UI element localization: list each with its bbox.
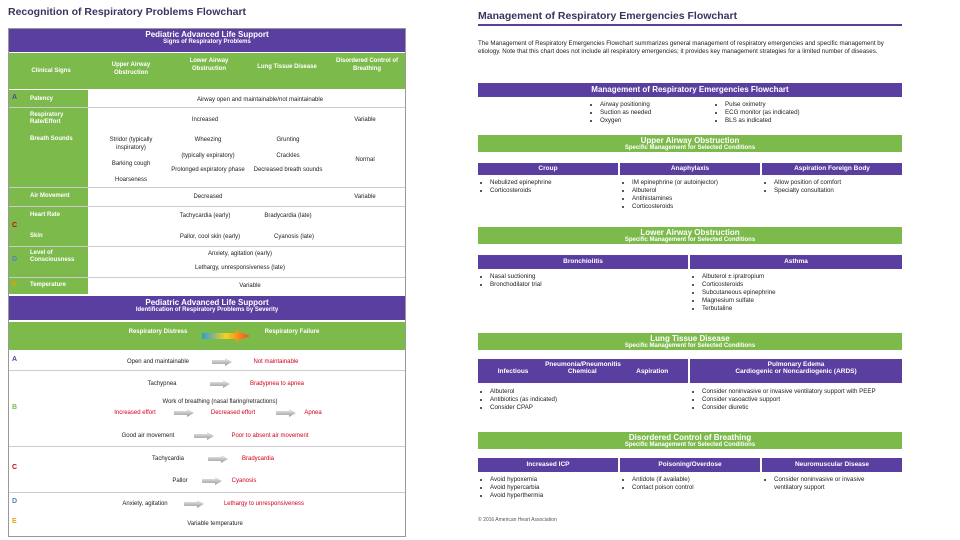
label-skin: Skin	[30, 233, 43, 239]
breath-upper-3: Hoarseness	[114, 177, 147, 183]
bronchiolitis-list	[480, 273, 542, 289]
lung-tissue-section	[478, 333, 902, 350]
severity-header-line2: Identification of Respiratory Problems by Severity	[135, 307, 279, 313]
right-title-rule	[478, 24, 902, 26]
list-item: • Consider noninvasive or invasive ventilatory support	[774, 476, 894, 492]
letter-a: A	[12, 94, 18, 101]
letter-e: E	[12, 281, 17, 288]
col-clinical-signs: Clinical Signs	[31, 68, 71, 74]
sev-b1-from: Tachypnea	[147, 381, 177, 387]
list-item: • Nebulized epinephrine	[490, 179, 552, 187]
col-disordered: Disordered Control of Breathing	[335, 58, 398, 72]
list-item: • Antihistamines	[632, 195, 718, 203]
label-breath-sounds: Breath Sounds	[30, 136, 73, 142]
col-icp: Increased ICP	[478, 458, 618, 472]
skin-late: Cyanosis (late)	[273, 234, 314, 240]
sev-b2-top: Work of breathing (nasal flaring/retractions)	[162, 399, 278, 405]
temperature-value: Variable	[239, 283, 261, 289]
sev-b3-from: Good air movement	[121, 433, 175, 439]
general-left-list	[590, 101, 651, 125]
patency-value: Airway open and maintainable/not maintainable	[196, 97, 324, 103]
severity-header-line1: Pediatric Advanced Life Support	[145, 298, 269, 307]
label-temperature: Temperature	[30, 282, 66, 288]
col-croup: Croup	[478, 163, 618, 175]
col-upper-airway: Upper Airway Obstruction	[111, 62, 151, 76]
right-title: Management of Respiratory Emergencies Flowchart	[478, 10, 738, 22]
breath-lower-2: (typically expiratory)	[181, 153, 235, 159]
sub-infectious: Infectious	[497, 368, 529, 375]
pneumonia-list	[480, 388, 557, 412]
list-item: • Terbutaline	[702, 305, 776, 313]
breath-lower-1: Wheezing	[194, 137, 222, 143]
col-bronchiolitis: Bronchiolitis	[478, 255, 688, 269]
right-intro: The Management of Respiratory Emergencies Flowchart summarizes general management of respiratory emergencies and specific management by etiology. Note that this chart does not include all respiratory emergencies; it provides key management strategies for a limited number of diseases.	[478, 40, 884, 55]
col-neuromuscular: Neuromuscular Disease	[762, 458, 902, 472]
list-item: • Consider diuretic	[702, 404, 892, 412]
list-item: • Consider noninvasive or invasive ventilatory support with PEEP	[702, 388, 892, 396]
col-anaphylaxis: Anaphylaxis	[620, 163, 760, 175]
list-item: • Corticosteroids	[702, 281, 776, 289]
upper-title: Upper Airway Obstruction	[640, 136, 740, 145]
list-item: • Corticosteroids	[632, 203, 718, 211]
col-lower-airway: Lower Airway Obstruction	[189, 58, 229, 72]
sev-letter-d: D	[12, 498, 18, 505]
list-item: • Corticosteroids	[490, 187, 552, 195]
icp-list	[480, 476, 543, 500]
right-footer: © 2016 American Heart Association	[478, 517, 557, 523]
sev-c1-to: Bradycardia	[241, 456, 274, 462]
heart-rate-late: Bradycardia (late)	[264, 213, 312, 219]
list-item: • ECG monitor (as indicated)	[725, 109, 800, 117]
list-item: • Oxygen	[600, 117, 651, 125]
list-item: • Avoid hypercarbia	[490, 484, 543, 492]
breath-lower-3: Prolonged expiratory phase	[171, 167, 245, 173]
left-chart-border	[8, 28, 406, 537]
list-item: • Contact poison control	[632, 484, 694, 492]
lower-sub: Specific Management for Selected Conditions	[624, 237, 756, 243]
dcb-title: Disordered Control of Breathing	[628, 433, 752, 442]
col-pneumonia-sub	[478, 368, 688, 375]
sub-chemical: Chemical	[567, 368, 597, 375]
list-item: • BLS as indicated	[725, 117, 800, 125]
letter-b: B	[12, 154, 18, 161]
sev-b2-from: Increased effort	[114, 410, 156, 416]
list-item: • Avoid hypoxemia	[490, 476, 543, 484]
list-item: • Albuterol	[490, 388, 557, 396]
col-pneumonia	[478, 359, 688, 383]
sev-letter-c: C	[12, 464, 18, 471]
sev-letter-a: A	[12, 356, 18, 363]
poisoning-list	[622, 476, 694, 492]
sub-aspiration: Aspiration	[636, 368, 669, 375]
list-item: • Albuterol ± ipratropium	[702, 273, 776, 281]
list-item: • Bronchodilator trial	[490, 281, 542, 289]
list-item: • Allow position of comfort	[774, 179, 841, 187]
col-edema-sub: Cardiogenic or Noncardiogenic (ARDS)	[735, 368, 857, 375]
list-item: • Airway positioning	[600, 101, 651, 109]
breath-upper-2: Barking cough	[111, 161, 151, 167]
letter-d: D	[12, 256, 18, 263]
list-item: • Suction as needed	[600, 109, 651, 117]
loc-early: Anxiety, agitation (early)	[208, 251, 272, 257]
foreign-body-list	[764, 179, 841, 195]
sev-b3-to: Poor to absent air movement	[231, 433, 309, 439]
list-item: • Pulse oximetry	[725, 101, 800, 109]
list-item: • Consider vasoactive support	[702, 396, 892, 404]
sev-b1-to: Bradypnea to apnea	[249, 381, 305, 387]
disordered-section	[478, 432, 902, 449]
label-heart-rate: Heart Rate	[30, 212, 61, 218]
col-lung-tissue: Lung Tissue Disease	[257, 64, 317, 70]
sev-letter-b: B	[12, 404, 18, 411]
sev-d-to: Lethargy to unresponsiveness	[223, 501, 305, 507]
col-pulmonary-edema	[690, 359, 902, 383]
list-item: • Specialty consultation	[774, 187, 841, 195]
breath-lung-3: Decreased breath sounds	[253, 167, 323, 173]
resp-rate-lower: Increased	[191, 117, 219, 123]
list-item: • Subcutaneous epinephrine	[702, 289, 776, 297]
asthma-list	[692, 273, 776, 313]
sev-b2-end: Apnea	[304, 410, 322, 416]
list-item: • Albuterol	[632, 187, 718, 195]
label-consciousness: Level of Consciousness	[30, 250, 75, 263]
list-item: • Magnesium sulfate	[702, 297, 776, 305]
label-patency: Patency	[30, 96, 54, 102]
sev-a-from: Open and maintainable	[126, 359, 190, 365]
list-item: • Nasal suctioning	[490, 273, 542, 281]
sev-c1-from: Tachycardia	[151, 456, 184, 462]
sev-c2-from: Pallor	[172, 478, 188, 484]
col-foreign-body: Aspiration Foreign Body	[762, 163, 902, 175]
sev-d-from: Anxiety, agitation	[122, 501, 168, 507]
sev-e: Variable temperature	[187, 521, 243, 527]
edema-list	[692, 388, 892, 412]
label-air-movement: Air Movement	[30, 193, 70, 199]
label-resp-rate: Respiratory Rate/Effort	[30, 112, 64, 125]
list-item: • Consider CPAP	[490, 404, 557, 412]
air-disordered: Variable	[354, 194, 376, 200]
lung-sub: Specific Management for Selected Conditions	[624, 343, 756, 349]
breath-upper-1: Stridor (typically inspiratory)	[109, 137, 153, 151]
signs-header-line1: Pediatric Advanced Life Support	[145, 30, 269, 39]
list-item: • IM epinephrine (or autoinjector)	[632, 179, 718, 187]
neuro-list	[764, 476, 894, 492]
col-failure: Respiratory Failure	[264, 329, 320, 335]
sev-a-to: Not maintainable	[253, 359, 299, 365]
upper-airway-section	[478, 135, 902, 152]
col-edema-title: Pulmonary Edema	[767, 361, 825, 368]
skin-early: Pallor, cool skin (early)	[179, 234, 241, 240]
signs-header-line2: Signs of Respiratory Problems	[163, 39, 251, 45]
list-item: • Antibiotics (as indicated)	[490, 396, 557, 404]
left-title: Recognition of Respiratory Problems Flowchart	[8, 6, 247, 18]
air-lower: Decreased	[193, 194, 223, 200]
letter-c: C	[12, 222, 18, 229]
upper-sub: Specific Management for Selected Conditions	[624, 145, 756, 151]
loc-late: Lethargy, unresponsiveness (late)	[195, 265, 285, 271]
breath-disordered: Normal	[355, 157, 375, 163]
col-pneumonia-title: Pneumonia/Pneumonitis	[545, 361, 621, 368]
resp-rate-disordered: Variable	[354, 117, 376, 123]
anaphylaxis-list	[622, 179, 718, 211]
lower-title: Lower Airway Obstruction	[640, 228, 740, 237]
sev-c2-to: Cyanosis	[231, 478, 257, 484]
heart-rate-early: Tachycardia (early)	[179, 213, 231, 219]
sev-letter-e: E	[12, 518, 17, 525]
col-distress: Respiratory Distress	[128, 329, 188, 335]
list-item: • Avoid hyperthermia	[490, 492, 543, 500]
general-right-list	[715, 101, 800, 125]
breath-lung-2: Crackles	[276, 153, 300, 159]
col-asthma: Asthma	[690, 255, 902, 269]
croup-list	[480, 179, 552, 195]
sev-b2-to: Decreased effort	[210, 410, 256, 416]
breath-lung-1: Grunting	[276, 137, 300, 143]
dcb-sub: Specific Management for Selected Conditions	[624, 442, 756, 448]
list-item: • Antidote (if available)	[632, 476, 694, 484]
lower-airway-section	[478, 227, 902, 244]
management-header: Management of Respiratory Emergencies Flowchart	[478, 83, 902, 97]
col-poisoning: Poisoning/Overdose	[620, 458, 760, 472]
lung-title: Lung Tissue Disease	[650, 334, 730, 343]
